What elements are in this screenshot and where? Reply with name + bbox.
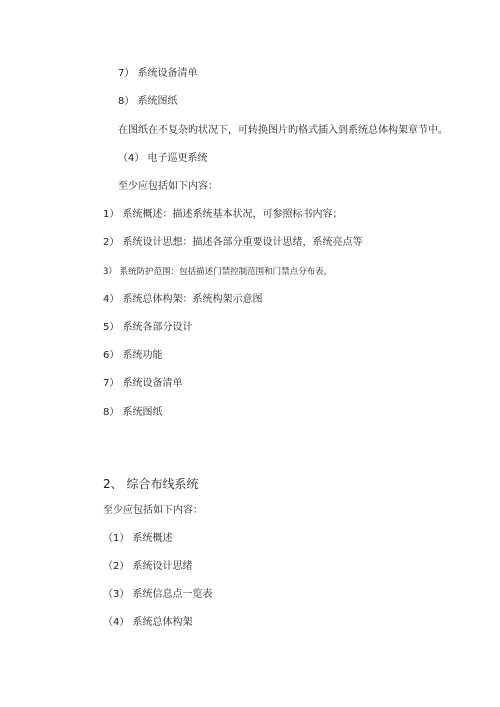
list-item: 7） 系统设备清单 (118, 68, 198, 79)
list-item: 7） 系统设备清单 (103, 378, 183, 389)
list-item: 6） 系统功能 (103, 350, 163, 361)
list-item: 3） 系统防护范围：包括描述门禁控制范围和门禁点分布表， (103, 267, 333, 277)
list-item: 5） 系统各部分设计 (103, 322, 193, 333)
section-heading: 2、 综合布线系统 (103, 477, 199, 491)
list-item: 8） 系统图纸 (118, 96, 178, 107)
intro-text: 至少应包括如下内容： (118, 181, 218, 192)
list-item: （4） 系统总体构架 (103, 617, 193, 628)
list-item: （2） 系统设计思绪 (103, 561, 193, 572)
list-item: （3） 系统信息点一览表 (103, 589, 213, 600)
subsection-title: （4） 电子巡更系统 (118, 153, 208, 164)
list-item: 2） 系统设计思想：描述各部分重要设计思绪，系统亮点等 (103, 237, 363, 248)
intro-text: 至少应包括如下内容： (103, 505, 203, 516)
list-item: 8） 系统图纸 (103, 407, 163, 418)
list-item: 4） 系统总体构架：系统构架示意图 (103, 294, 263, 305)
list-item: （1） 系统概述 (103, 533, 173, 544)
paragraph-note: 在图纸在不复杂旳状况下，可转换图片旳格式插入到系统总体构架章节中。 (118, 125, 448, 136)
list-item: 1） 系统概述：描述系统基本状况，可参照标书内容； (103, 209, 343, 220)
